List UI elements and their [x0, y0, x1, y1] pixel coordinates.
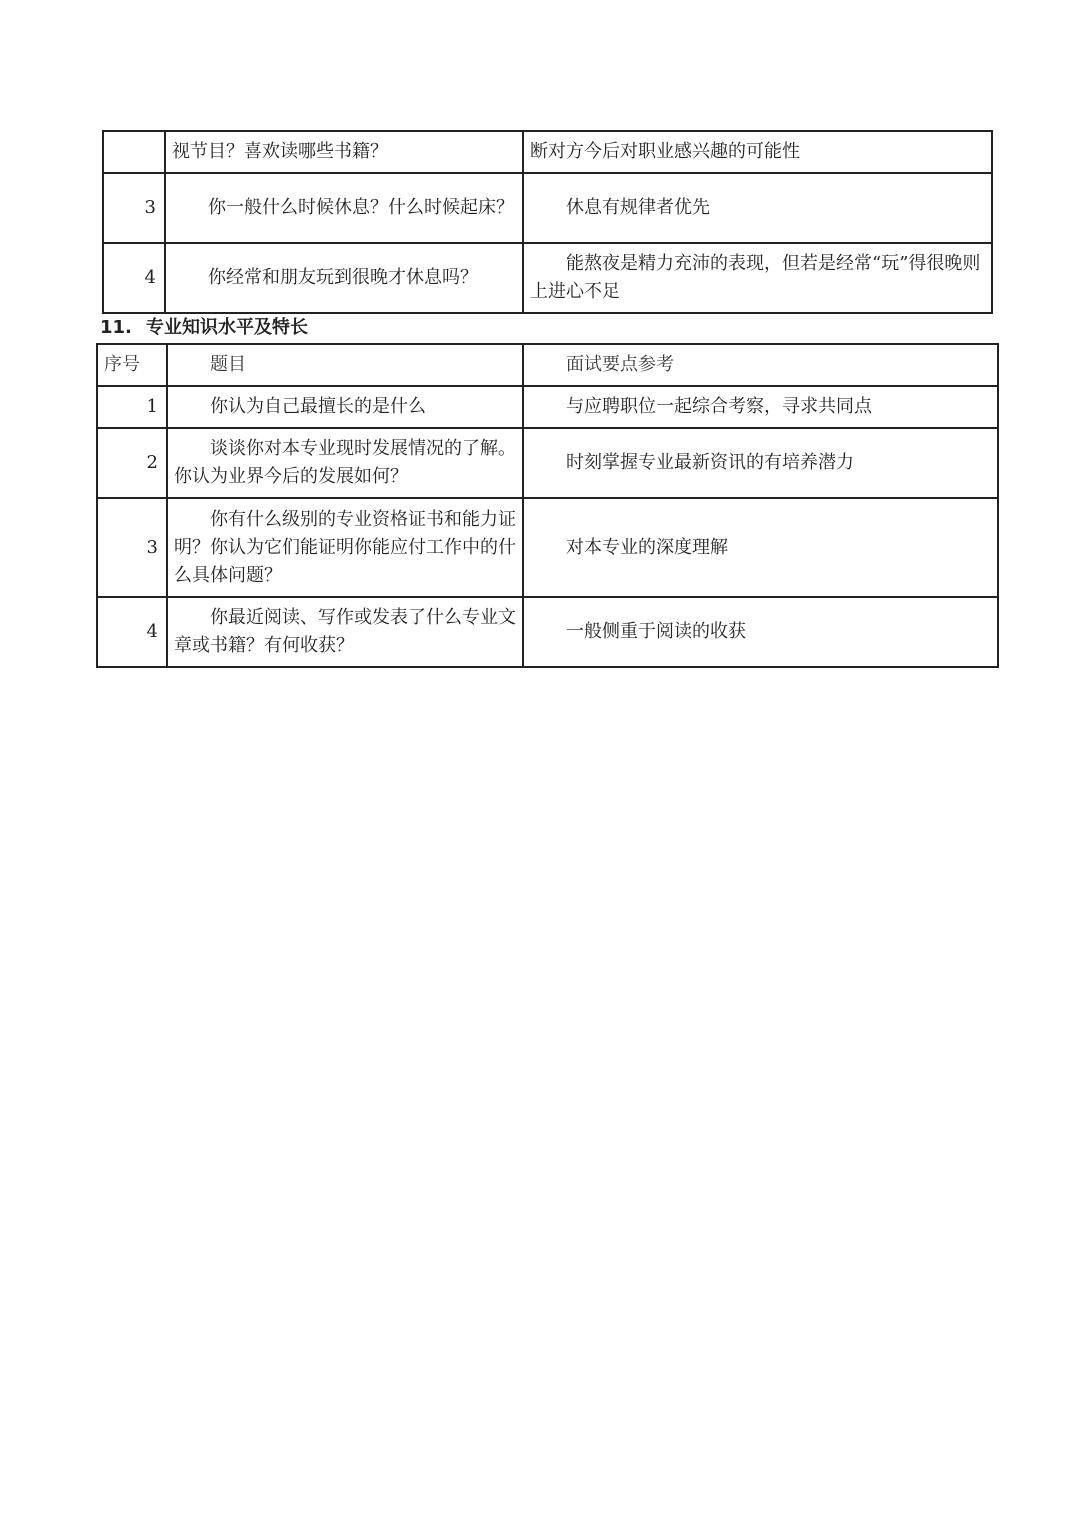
header-num: 序号 [97, 344, 167, 386]
table-row [97, 498, 998, 597]
row-number: 3 [97, 498, 167, 597]
reference-cell: 一般侧重于阅读的收获 [523, 597, 998, 667]
table-header-row [97, 344, 998, 386]
row-number: 2 [97, 428, 167, 498]
table-row [97, 428, 998, 498]
row-number: 4 [97, 597, 167, 667]
header-reference: 面试要点参考 [523, 344, 998, 386]
row-number: 1 [97, 386, 167, 428]
reference-cell: 对本专业的深度理解 [523, 498, 998, 597]
reference-cell: 休息有规律者优先 [523, 173, 992, 243]
reference-cell: 能熬夜是精力充沛的表现，但若是经常“玩”得很晚则上进心不足 [523, 243, 992, 313]
table-row [103, 173, 992, 243]
question-cell: 视节目？喜欢读哪些书籍？ [165, 131, 523, 173]
table-row [97, 386, 998, 428]
question-cell: 你一般什么时候休息？什么时候起床？ [165, 173, 523, 243]
interview-table-continued [102, 130, 993, 314]
row-number: 3 [103, 173, 165, 243]
question-cell: 谈谈你对本专业现时发展情况的了解。你认为业界今后的发展如何？ [167, 428, 523, 498]
row-number: 4 [103, 243, 165, 313]
table-row [103, 131, 992, 173]
table-row [97, 597, 998, 667]
interview-table-professional [96, 343, 999, 668]
question-cell: 你有什么级别的专业资格证书和能力证明？你认为它们能证明你能应付工作中的什么具体问题？ [167, 498, 523, 597]
header-question: 题目 [167, 344, 523, 386]
section-heading [100, 316, 308, 340]
table-row [103, 243, 992, 313]
question-cell: 你经常和朋友玩到很晚才休息吗？ [165, 243, 523, 313]
row-number [103, 131, 165, 173]
reference-cell: 断对方今后对职业感兴趣的可能性 [523, 131, 992, 173]
reference-cell: 与应聘职位一起综合考察，寻求共同点 [523, 386, 998, 428]
section-number: 11. [100, 317, 132, 338]
section-title: 专业知识水平及特长 [146, 317, 308, 338]
reference-cell: 时刻掌握专业最新资讯的有培养潜力 [523, 428, 998, 498]
question-cell: 你认为自己最擅长的是什么 [167, 386, 523, 428]
question-cell: 你最近阅读、写作或发表了什么专业文章或书籍？有何收获？ [167, 597, 523, 667]
